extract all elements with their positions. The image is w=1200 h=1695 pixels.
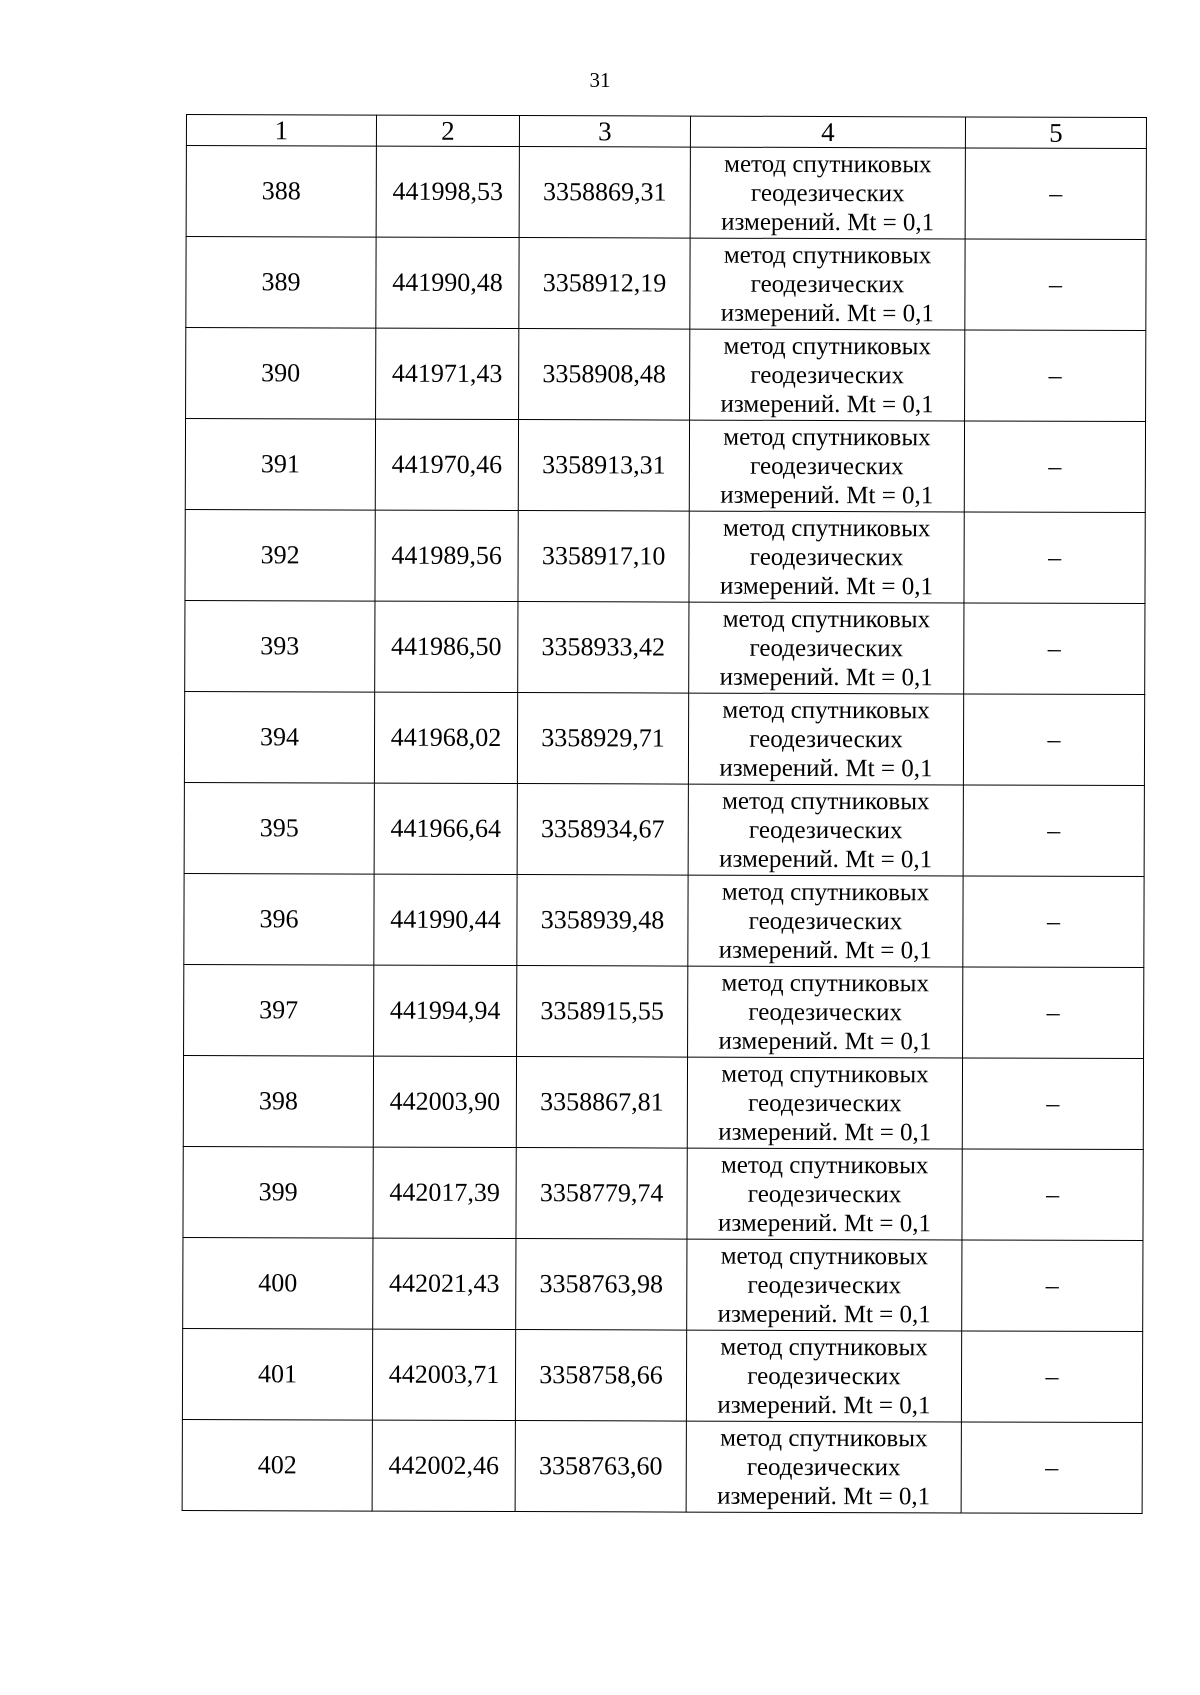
method-text-line: измерений. Mt = 0,1 — [719, 754, 933, 782]
page-number: 31 — [589, 68, 611, 92]
method-text-line: метод спутниковых — [723, 241, 932, 269]
method-text-line: метод спутниковых — [723, 332, 932, 360]
y-coordinate-cell: 3358917,10 — [518, 511, 689, 603]
x-coordinate-cell: 441968,02 — [374, 692, 517, 783]
column-header: 5 — [965, 117, 1146, 149]
method-cell — [686, 1421, 961, 1513]
column-header: 3 — [519, 116, 690, 148]
note-cell: – — [965, 148, 1146, 240]
method-cell — [690, 147, 965, 239]
method-text-line: геодезических — [749, 634, 904, 662]
table-row — [183, 1146, 1143, 1240]
note-cell: – — [963, 785, 1144, 877]
method-text-line: геодезических — [749, 543, 904, 571]
point-number-cell: 389 — [186, 237, 376, 329]
method-text-line: измерений. Mt = 0,1 — [717, 1300, 931, 1328]
table-row — [186, 237, 1146, 331]
table-row — [182, 1419, 1142, 1513]
y-coordinate-cell: 3358934,67 — [517, 784, 688, 876]
point-number-cell: 400 — [183, 1237, 373, 1329]
table-row — [184, 782, 1144, 876]
method-text-line: измерений. Mt = 0,1 — [718, 1027, 932, 1055]
method-text-line: геодезических — [747, 1180, 902, 1208]
note-cell: – — [963, 694, 1144, 786]
x-coordinate-cell: 442021,43 — [373, 1238, 516, 1329]
method-text-line: измерений. Mt = 0,1 — [717, 1209, 932, 1237]
method-text-line: геодезических — [748, 816, 903, 844]
method-text-line: метод спутниковых — [722, 696, 930, 724]
x-coordinate-cell: 441994,94 — [374, 965, 517, 1056]
point-number-cell: 398 — [183, 1055, 373, 1147]
method-cell — [686, 1330, 961, 1422]
method-cell — [690, 329, 965, 421]
method-text-line: метод спутниковых — [720, 1242, 929, 1270]
x-coordinate-cell: 441970,46 — [375, 419, 518, 510]
method-text-line: метод спутниковых — [721, 1060, 929, 1088]
point-number-cell: 392 — [185, 509, 375, 601]
method-text-line: метод спутниковых — [722, 605, 931, 633]
x-coordinate-cell: 441971,43 — [376, 328, 519, 419]
x-coordinate-cell: 441966,64 — [374, 783, 517, 874]
method-text-line: измерений. Mt = 0,1 — [719, 663, 933, 691]
column-header: 4 — [690, 116, 965, 148]
method-text-line: измерений. Mt = 0,1 — [719, 845, 933, 873]
table-row — [184, 964, 1144, 1058]
note-cell: – — [961, 1331, 1142, 1423]
method-text-line: геодезических — [750, 452, 904, 480]
point-number-cell: 390 — [186, 328, 376, 420]
note-cell: – — [963, 876, 1144, 968]
point-number-cell: 395 — [184, 782, 374, 874]
table-row — [183, 1237, 1143, 1331]
method-text-line: метод спутниковых — [722, 514, 931, 542]
table-row — [185, 509, 1145, 603]
note-cell: – — [962, 1240, 1143, 1332]
note-cell: – — [965, 330, 1146, 422]
point-number-cell: 394 — [184, 691, 374, 783]
y-coordinate-cell: 3358763,98 — [516, 1239, 687, 1331]
y-coordinate-cell: 3358779,74 — [516, 1148, 687, 1240]
note-cell: – — [965, 239, 1146, 331]
method-text-line: геодезических — [750, 270, 905, 298]
method-text-line: измерений. Mt = 0,1 — [720, 481, 934, 509]
method-text-line: измерений. Mt = 0,1 — [721, 208, 935, 236]
method-text-line: геодезических — [748, 1089, 902, 1117]
x-coordinate-cell: 442002,46 — [372, 1420, 515, 1511]
method-text-line: геодезических — [750, 361, 905, 389]
x-coordinate-cell: 441998,53 — [376, 146, 519, 237]
y-coordinate-cell: 3358869,31 — [519, 147, 690, 239]
x-coordinate-cell: 442017,39 — [373, 1147, 516, 1238]
method-cell — [689, 420, 964, 512]
method-text-line: метод спутниковых — [720, 1151, 929, 1179]
method-cell — [688, 784, 963, 876]
x-coordinate-cell: 441986,50 — [375, 601, 518, 692]
point-number-cell: 393 — [185, 600, 375, 692]
method-text-line: измерений. Mt = 0,1 — [718, 936, 932, 964]
table-row — [186, 146, 1146, 240]
method-text-line: метод спутниковых — [722, 787, 930, 815]
table-header-row — [186, 115, 1146, 149]
x-coordinate-cell: 441990,44 — [374, 874, 517, 965]
point-number-cell: 388 — [186, 146, 376, 238]
method-text-line: измерений. Mt = 0,1 — [717, 1391, 931, 1419]
point-number-cell: 396 — [184, 873, 374, 965]
y-coordinate-cell: 3358913,31 — [518, 420, 689, 512]
method-cell — [689, 602, 964, 694]
point-number-cell: 401 — [182, 1328, 372, 1420]
y-coordinate-cell: 3358939,48 — [517, 875, 688, 967]
method-text-line: геодезических — [750, 179, 905, 207]
method-text-line: метод спутниковых — [720, 1424, 928, 1452]
note-cell: – — [964, 603, 1145, 695]
note-cell: – — [963, 967, 1144, 1059]
x-coordinate-cell: 442003,71 — [372, 1329, 515, 1420]
y-coordinate-cell: 3358758,66 — [515, 1330, 686, 1422]
note-cell: – — [964, 421, 1145, 513]
y-coordinate-cell: 3358929,71 — [517, 693, 688, 785]
x-coordinate-cell: 442003,90 — [373, 1056, 516, 1147]
method-text-line: измерений. Mt = 0,1 — [720, 390, 934, 418]
point-number-cell: 399 — [183, 1146, 373, 1238]
method-text-line: измерений. Mt = 0,1 — [720, 299, 934, 327]
y-coordinate-cell: 3358912,19 — [519, 238, 690, 330]
method-text-line: метод спутниковых — [720, 1333, 928, 1361]
method-text-line: метод спутниковых — [723, 423, 931, 451]
y-coordinate-cell: 3358915,55 — [517, 966, 688, 1058]
table-row — [184, 691, 1144, 785]
point-number-cell: 397 — [184, 964, 374, 1056]
x-coordinate-cell: 441990,48 — [376, 237, 519, 328]
method-text-line: метод спутниковых — [724, 150, 932, 178]
note-cell: – — [962, 1149, 1143, 1241]
method-text-line: измерений. Mt = 0,1 — [719, 572, 934, 600]
note-cell: – — [961, 1422, 1142, 1514]
table-row — [183, 1055, 1143, 1149]
y-coordinate-cell: 3358933,42 — [518, 602, 689, 694]
method-cell — [687, 1057, 962, 1149]
method-cell — [687, 1239, 962, 1331]
table-row — [184, 873, 1144, 967]
point-number-cell: 391 — [185, 419, 375, 511]
coordinates-table — [182, 114, 1147, 1514]
method-text-line: геодезических — [748, 998, 903, 1026]
method-cell — [688, 693, 963, 785]
method-cell — [690, 238, 965, 330]
method-cell — [687, 1148, 962, 1240]
method-text-line: метод спутниковых — [721, 878, 930, 906]
method-text-line: геодезических — [746, 1453, 901, 1481]
method-text-line: измерений. Mt = 0,1 — [717, 1482, 931, 1510]
y-coordinate-cell: 3358763,60 — [515, 1421, 686, 1513]
table-row — [182, 1328, 1142, 1422]
table-body — [182, 146, 1146, 1514]
method-cell — [689, 511, 964, 603]
method-text-line: геодезических — [747, 1362, 901, 1390]
column-header: 2 — [376, 115, 519, 146]
x-coordinate-cell: 441989,56 — [375, 510, 518, 601]
table-row — [185, 419, 1145, 513]
y-coordinate-cell: 3358867,81 — [516, 1057, 687, 1149]
y-coordinate-cell: 3358908,48 — [519, 329, 690, 421]
method-cell — [688, 966, 963, 1058]
method-text-line: геодезических — [748, 907, 903, 935]
point-number-cell: 402 — [182, 1419, 372, 1511]
method-text-line: измерений. Mt = 0,1 — [718, 1118, 932, 1146]
table-row — [186, 328, 1146, 422]
note-cell: – — [962, 1058, 1143, 1150]
column-header: 1 — [186, 115, 376, 147]
method-text-line: метод спутниковых — [721, 969, 930, 997]
method-text-line: геодезических — [749, 725, 903, 753]
note-cell: – — [964, 512, 1145, 604]
table-row — [185, 600, 1145, 694]
method-cell — [688, 875, 963, 967]
method-text-line: геодезических — [747, 1271, 902, 1299]
